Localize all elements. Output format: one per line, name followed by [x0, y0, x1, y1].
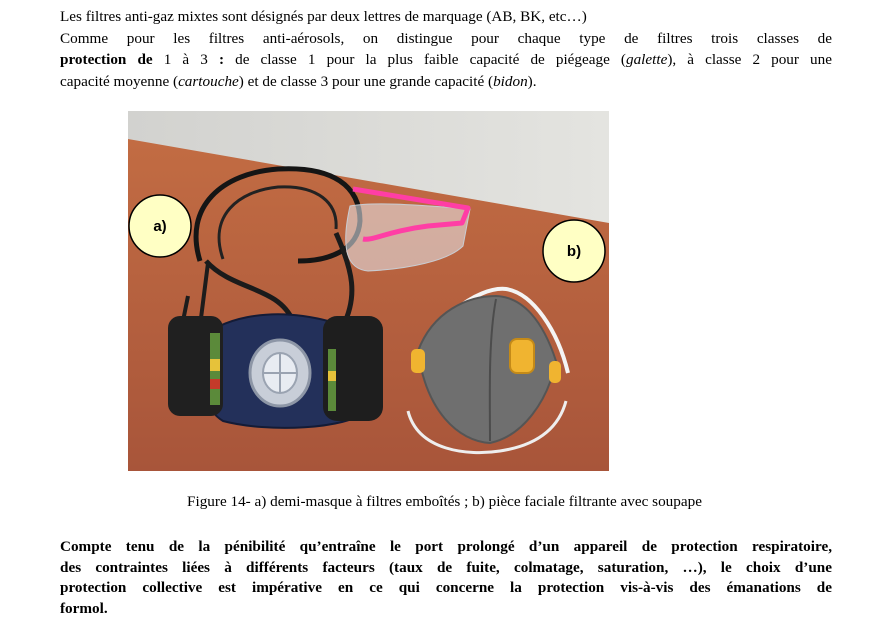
intro-line-1: Les filtres anti-gaz mixtes sont désignés par deux lettres de marquage (AB, BK, etc…) [60, 8, 587, 25]
conclusion-line-1: Compte tenu de la pénibilité qu’entraîne le port prolongé d’un appareil de protection respiratoire, [60, 538, 832, 555]
intro-line-4-c: ). [527, 72, 537, 90]
left-filter-stripe [210, 359, 220, 371]
figure-caption: Figure 14- a) demi-masque à filtres emboîtés ; b) pièce faciale filtrante avec soupape [187, 493, 702, 510]
respirator-right-clip [549, 361, 561, 383]
cartouche-term: cartouche [178, 72, 239, 90]
colon-bold: : [218, 51, 225, 68]
right-filter-stripe [328, 371, 336, 381]
intro-line-2-text: Comme pour les filtres anti-aérosols, on distingue pour chaque type de filtres trois classes de [60, 29, 832, 47]
intro-line-3-range: 1 à 3 [152, 51, 219, 68]
intro-line-4-a: capacité moyenne ( [60, 72, 179, 90]
badge-a-label: a) [153, 218, 167, 235]
intro-line-4 [60, 71, 832, 93]
respirator-valve [510, 339, 534, 373]
conclusion-line-3: protection collective est impérative en ce qui concerne la protection vis-à-vis des émanations de [60, 579, 832, 596]
bidon-term: bidon [493, 72, 528, 90]
conclusion-line-2: des contraintes liées à différents facteurs (taux de fuite, colmatage, saturation, …), le choix d’une [60, 558, 832, 576]
intro-line-3-end: ), à classe 2 pour une [667, 51, 832, 68]
intro-line-4-b: ) et de classe 3 pour une grande capacité ( [238, 72, 494, 90]
left-filter-stripe-red [210, 379, 220, 389]
figure-photo [128, 111, 609, 471]
intro-line-3 [60, 49, 832, 71]
intro-paragraph [60, 6, 832, 92]
intro-line-2 [60, 28, 832, 50]
respirator-left-clip [411, 349, 425, 373]
badge-b-label: b) [566, 243, 582, 260]
conclusion-line-4: formol. [60, 599, 108, 617]
protection-de-bold: protection de [60, 51, 153, 68]
conclusion-paragraph [60, 537, 832, 619]
intro-line-3-text: de classe 1 pour la plus faible capacité de piégeage ( [224, 51, 626, 68]
galette-term: galette [625, 51, 668, 68]
